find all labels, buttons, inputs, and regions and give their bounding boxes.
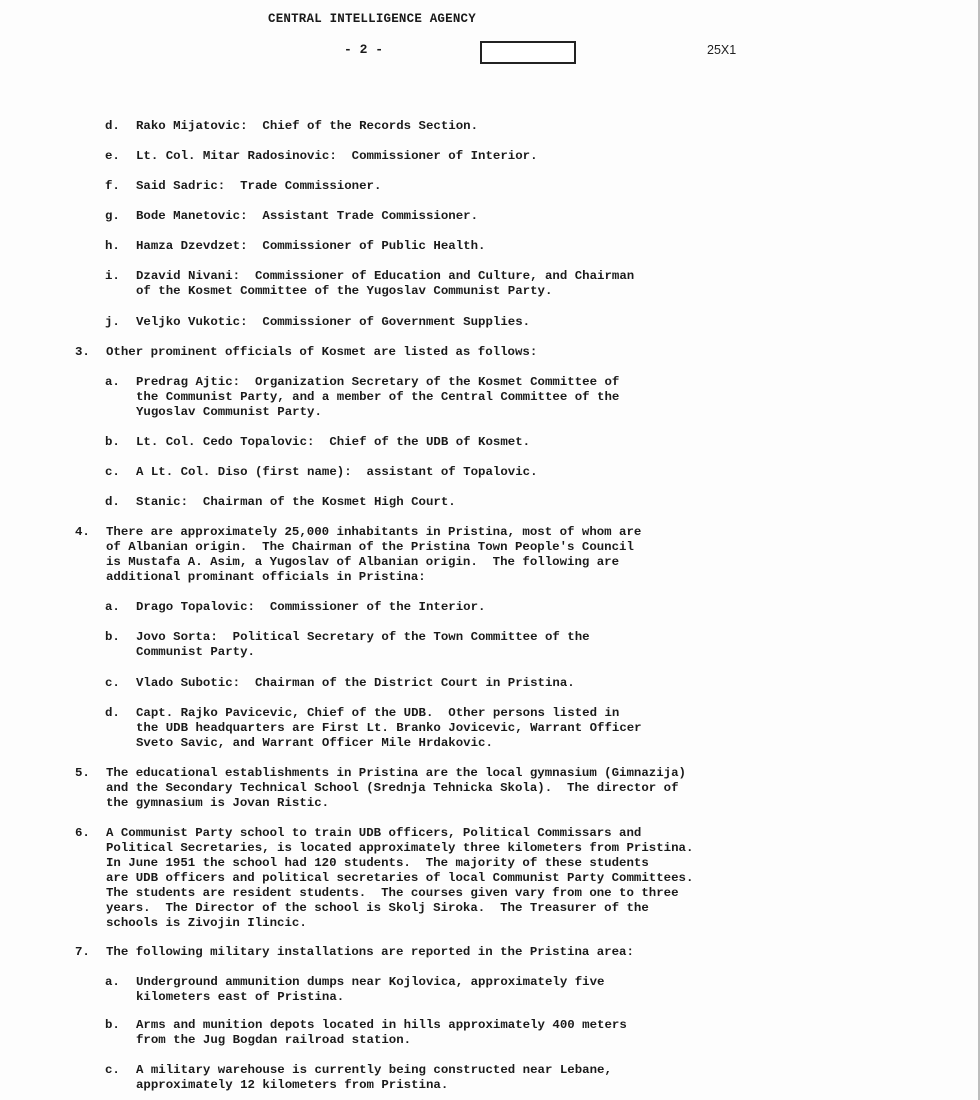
list-item bbox=[105, 630, 590, 660]
list-item bbox=[75, 525, 641, 585]
item-label: d. bbox=[105, 706, 120, 720]
item-text: Hamza Dzevdzet: Commissioner of Public Health. bbox=[136, 239, 486, 253]
item-text: Veljko Vukotic: Commissioner of Government Supplies. bbox=[136, 315, 531, 329]
item-text: are UDB officers and political secretaries of local Communist Party Committees. bbox=[106, 871, 694, 885]
item-text: Political Secretaries, is located approximately three kilometers from Pristina. bbox=[106, 841, 694, 855]
list-item bbox=[105, 209, 478, 224]
list-item bbox=[105, 435, 530, 450]
item-text: from the Jug Bogdan railroad station. bbox=[136, 1033, 412, 1047]
item-text: and the Secondary Technical School (Srednja Tehnicka Skola). The director of bbox=[106, 781, 679, 795]
item-text: Drago Topalovic: Commissioner of the Interior. bbox=[136, 600, 486, 614]
list-item bbox=[105, 179, 381, 194]
item-text: Dzavid Nivani: Commissioner of Education and Culture, and Chairman bbox=[136, 269, 635, 283]
page-number: - 2 - bbox=[344, 42, 384, 57]
item-text: kilometers east of Pristina. bbox=[136, 990, 345, 1004]
item-text: the gymnasium is Jovan Ristic. bbox=[106, 796, 330, 810]
item-label: d. bbox=[105, 495, 120, 509]
agency-header: CENTRAL INTELLIGENCE AGENCY bbox=[268, 12, 476, 26]
item-text: The following military installations are reported in the Pristina area: bbox=[106, 945, 634, 959]
item-label: e. bbox=[105, 149, 120, 163]
item-text: There are approximately 25,000 inhabitants in Pristina, most of whom are bbox=[106, 525, 642, 539]
item-text: Predrag Ajtic: Organization Secretary of the Kosmet Committee of bbox=[136, 375, 620, 389]
item-text: The educational establishments in Pristina are the local gymnasium (Gimnazija) bbox=[106, 766, 686, 780]
item-text: Sveto Savic, and Warrant Officer Mile Hrdakovic. bbox=[136, 736, 493, 750]
item-text: Lt. Col. Cedo Topalovic: Chief of the UDB of Kosmet. bbox=[136, 435, 531, 449]
redaction-box bbox=[480, 41, 576, 64]
item-text: the Communist Party, and a member of the Central Committee of the bbox=[136, 390, 620, 404]
item-label: a. bbox=[105, 975, 120, 989]
item-text: schools is Zivojin Ilincic. bbox=[106, 916, 307, 930]
item-text: Underground ammunition dumps near Kojlovica, approximately five bbox=[136, 975, 605, 989]
list-item bbox=[75, 826, 693, 931]
list-item bbox=[75, 766, 686, 811]
item-label: c. bbox=[105, 1063, 120, 1077]
list-item bbox=[105, 975, 604, 1005]
item-label: b. bbox=[105, 1018, 120, 1032]
item-text: The students are resident students. The courses given vary from one to three bbox=[106, 886, 679, 900]
item-text: the UDB headquarters are First Lt. Branko Jovicevic, Warrant Officer bbox=[136, 721, 642, 735]
list-item bbox=[105, 706, 642, 751]
item-label: 6. bbox=[75, 826, 90, 840]
list-item bbox=[105, 239, 485, 254]
item-text: is Mustafa A. Asim, a Yugoslav of Albanian origin. The following are bbox=[106, 555, 620, 569]
list-item bbox=[75, 345, 537, 360]
list-item bbox=[105, 315, 530, 330]
item-label: 7. bbox=[75, 945, 90, 959]
item-text: Jovo Sorta: Political Secretary of the Town Committee of the bbox=[136, 630, 590, 644]
item-text: Bode Manetovic: Assistant Trade Commissioner. bbox=[136, 209, 479, 223]
list-item bbox=[105, 600, 485, 615]
item-text: Lt. Col. Mitar Radosinovic: Commissioner of Interior. bbox=[136, 149, 538, 163]
item-text: Arms and munition depots located in hills approximately 400 meters bbox=[136, 1018, 627, 1032]
item-label: f. bbox=[105, 179, 120, 193]
item-text: In June 1951 the school had 120 students. The majority of these students bbox=[106, 856, 649, 870]
list-item bbox=[105, 375, 619, 420]
list-item bbox=[105, 465, 538, 480]
item-label: i. bbox=[105, 269, 120, 283]
item-text: Capt. Rajko Pavicevic, Chief of the UDB. Other persons listed in bbox=[136, 706, 620, 720]
item-label: g. bbox=[105, 209, 120, 223]
item-label: 5. bbox=[75, 766, 90, 780]
item-label: 3. bbox=[75, 345, 90, 359]
item-text: A Lt. Col. Diso (first name): assistant of Topalovic. bbox=[136, 465, 538, 479]
classification-code: 25X1 bbox=[707, 43, 737, 57]
item-label: c. bbox=[105, 465, 120, 479]
item-label: h. bbox=[105, 239, 120, 253]
item-text: additional prominant officials in Pristina: bbox=[106, 570, 426, 584]
item-label: c. bbox=[105, 676, 120, 690]
item-text: Communist Party. bbox=[136, 645, 255, 659]
list-item bbox=[105, 495, 456, 510]
item-text: Yugoslav Communist Party. bbox=[136, 405, 322, 419]
list-item bbox=[75, 945, 634, 960]
item-label: d. bbox=[105, 119, 120, 133]
list-item bbox=[105, 1018, 627, 1048]
item-text: of Albanian origin. The Chairman of the Pristina Town People's Council bbox=[106, 540, 634, 554]
item-text: Rako Mijatovic: Chief of the Records Section. bbox=[136, 119, 479, 133]
item-text: A Communist Party school to train UDB officers, Political Commissars and bbox=[106, 826, 642, 840]
list-item bbox=[105, 149, 538, 164]
item-label: j. bbox=[105, 315, 120, 329]
list-item bbox=[105, 119, 478, 134]
item-label: b. bbox=[105, 435, 120, 449]
list-item bbox=[105, 1063, 612, 1093]
item-text: Stanic: Chairman of the Kosmet High Court. bbox=[136, 495, 456, 509]
item-label: a. bbox=[105, 600, 120, 614]
item-label: 4. bbox=[75, 525, 90, 539]
item-text: of the Kosmet Committee of the Yugoslav Communist Party. bbox=[136, 284, 553, 298]
item-text: Other prominent officials of Kosmet are listed as follows: bbox=[106, 345, 538, 359]
list-item bbox=[105, 269, 634, 299]
item-text: Vlado Subotic: Chairman of the District Court in Pristina. bbox=[136, 676, 575, 690]
item-text: Said Sadric: Trade Commissioner. bbox=[136, 179, 382, 193]
item-text: years. The Director of the school is Skolj Siroka. The Treasurer of the bbox=[106, 901, 649, 915]
list-item bbox=[105, 676, 575, 691]
item-label: a. bbox=[105, 375, 120, 389]
item-text: A military warehouse is currently being constructed near Lebane, bbox=[136, 1063, 612, 1077]
item-text: approximately 12 kilometers from Pristina. bbox=[136, 1078, 449, 1092]
item-label: b. bbox=[105, 630, 120, 644]
